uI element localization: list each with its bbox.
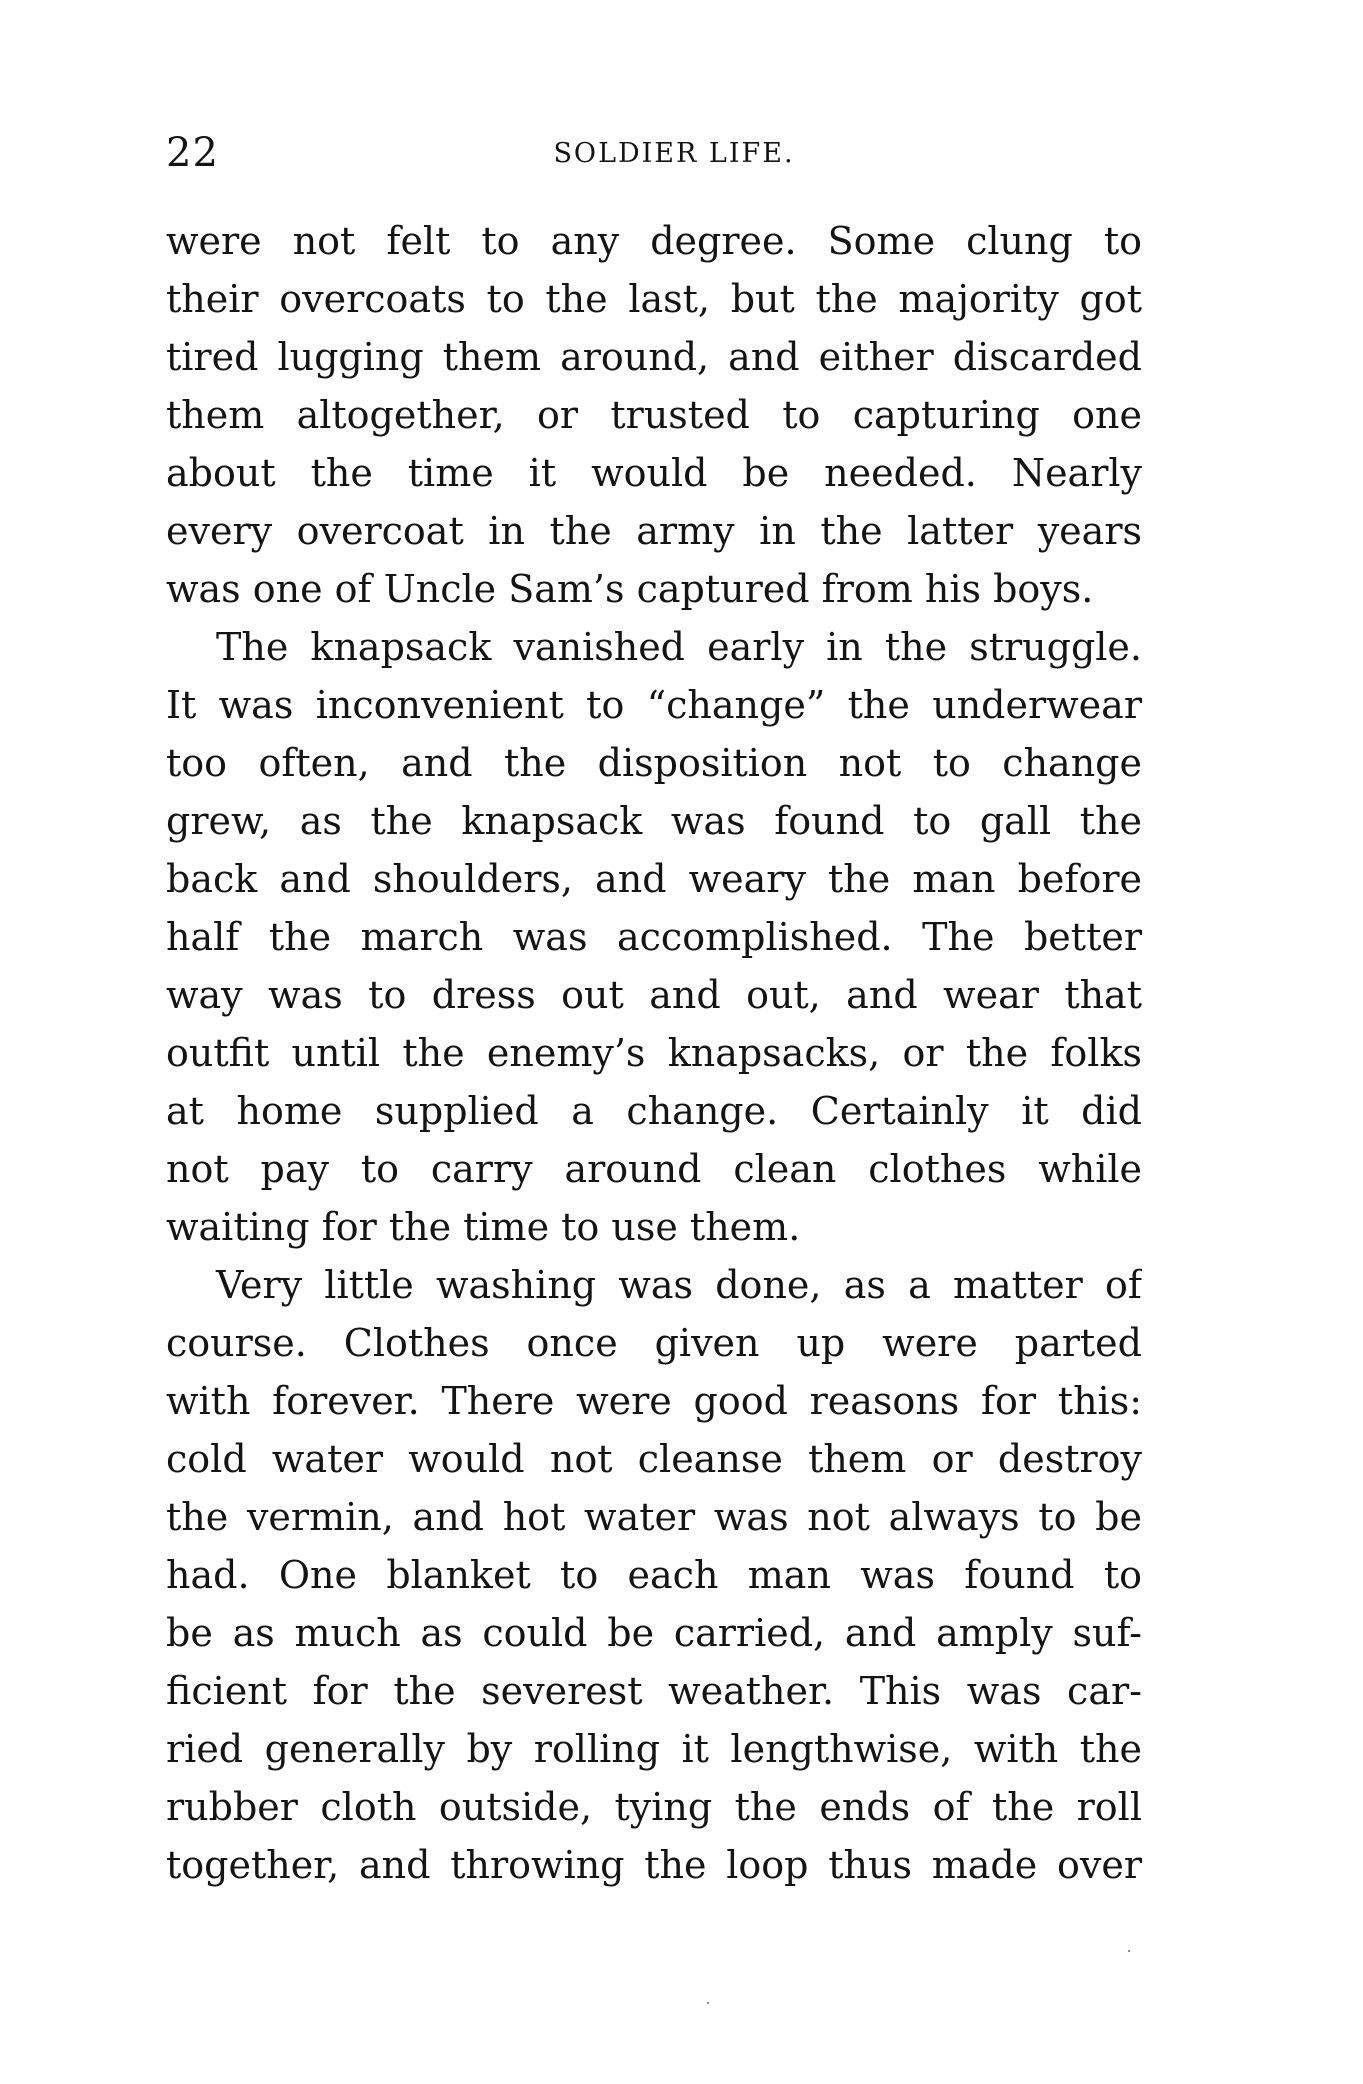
text-line-14: way was to dress out and out, and wear that bbox=[166, 973, 1142, 1017]
text-line-21: with forever. There were good reasons for this: bbox=[166, 1379, 1142, 1423]
running-head bbox=[166, 128, 1142, 178]
text-line-5: about the time it would be needed. Nearly bbox=[166, 451, 1142, 495]
text-line-26: ficient for the severest weather. This was car- bbox=[166, 1669, 1142, 1713]
text-line-16: at home supplied a change. Certainly it did bbox=[166, 1089, 1142, 1133]
paper-speck bbox=[1128, 1950, 1130, 1952]
paper-speck bbox=[707, 2002, 709, 2004]
text-line-23: the vermin, and hot water was not always to be bbox=[166, 1495, 1142, 1539]
text-line-18: waiting for the time to use them. bbox=[166, 1205, 801, 1249]
text-line-27: ried generally by rolling it lengthwise, with the bbox=[166, 1727, 1142, 1771]
body-text bbox=[166, 212, 1142, 1894]
text-line-8: The knapsack vanished early in the struggle. bbox=[216, 625, 1142, 669]
text-line-19: Very little washing was done, as a matter of bbox=[216, 1263, 1142, 1307]
text-line-10: too often, and the disposition not to change bbox=[166, 741, 1142, 785]
text-line-28: rubber cloth outside, tying the ends of the roll bbox=[166, 1785, 1142, 1829]
text-line-2: their overcoats to the last, but the majority got bbox=[166, 277, 1142, 321]
text-line-17: not pay to carry around clean clothes while bbox=[166, 1147, 1142, 1191]
text-line-13: half the march was accomplished. The better bbox=[166, 915, 1142, 959]
page-number: 22 bbox=[166, 130, 219, 176]
text-line-12: back and shoulders, and weary the man before bbox=[166, 857, 1142, 901]
text-line-24: had. One blanket to each man was found to bbox=[166, 1553, 1142, 1597]
text-line-4: them altogether, or trusted to capturing one bbox=[166, 393, 1142, 437]
text-line-20: course. Clothes once given up were parted bbox=[166, 1321, 1142, 1365]
text-line-29: together, and throwing the loop thus made over bbox=[166, 1843, 1142, 1887]
text-line-9: It was inconvenient to “change” the underwear bbox=[166, 683, 1142, 727]
text-line-1: were not felt to any degree. Some clung to bbox=[166, 219, 1142, 263]
text-line-7: was one of Uncle Sam’s captured from his boys. bbox=[166, 567, 1094, 611]
text-line-3: tired lugging them around, and either discarded bbox=[166, 335, 1142, 379]
text-line-25: be as much as could be carried, and amply suf- bbox=[166, 1611, 1142, 1655]
text-line-15: outfit until the enemy’s knapsacks, or the folks bbox=[166, 1031, 1142, 1075]
text-line-6: every overcoat in the army in the latter years bbox=[166, 509, 1142, 553]
text-line-11: grew, as the knapsack was found to gall the bbox=[166, 799, 1142, 843]
running-title: SOLDIER LIFE. bbox=[553, 138, 795, 169]
text-line-22: cold water would not cleanse them or destroy bbox=[166, 1437, 1142, 1481]
